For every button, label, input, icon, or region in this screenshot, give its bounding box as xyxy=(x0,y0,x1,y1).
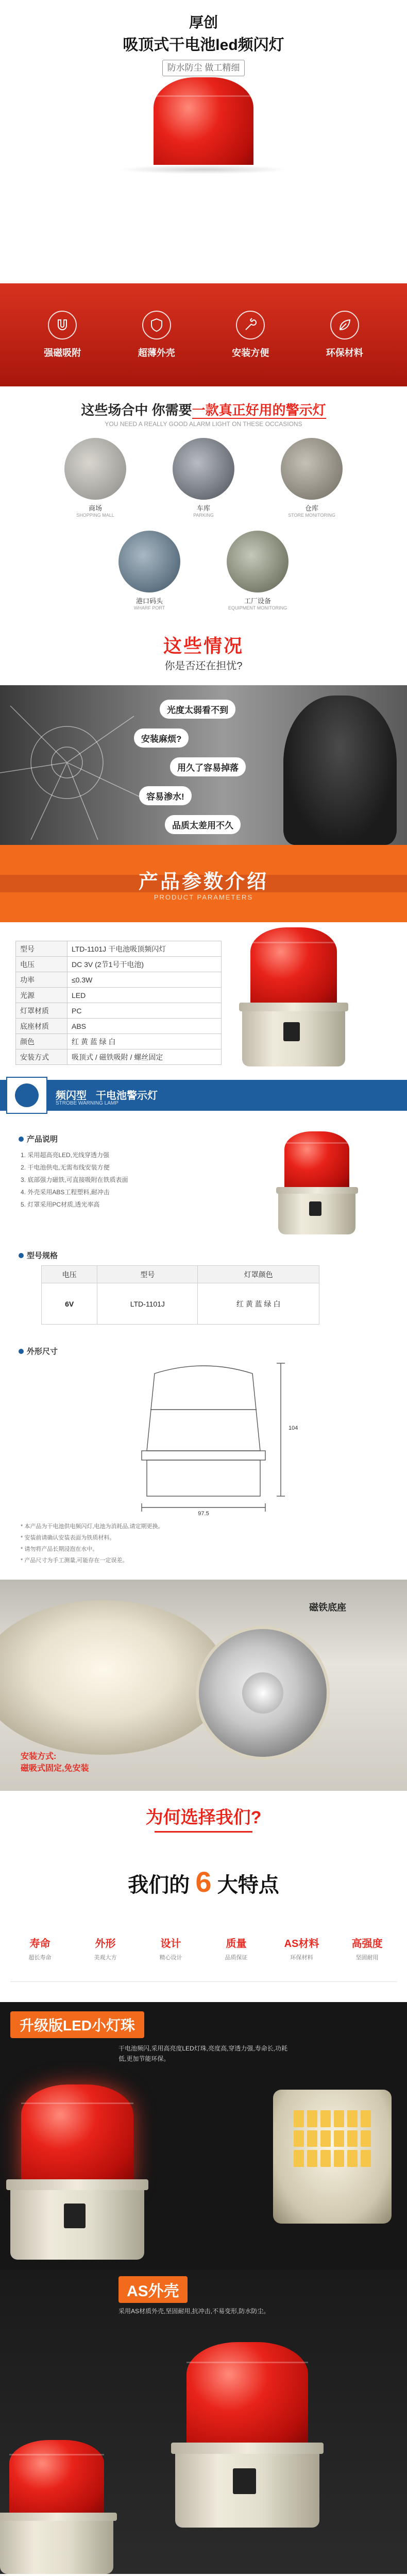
problem-bubble: 容易渗水! xyxy=(139,786,192,805)
params-table xyxy=(15,941,222,1065)
lamp-dome xyxy=(284,1131,349,1191)
problem-bubble: 品质太差用不久 xyxy=(165,815,241,834)
six-features-suffix: 大特点 xyxy=(217,1874,279,1896)
scene-label-text: 车库 xyxy=(196,504,210,512)
params-value-cell: ≤0.3W xyxy=(67,972,222,988)
problems-header xyxy=(0,629,407,685)
params-key-cell: 功率 xyxy=(16,972,67,988)
why-title: 为何选择我们? xyxy=(145,1808,262,1827)
tagline-text: 防水防尘 做工精细 xyxy=(167,63,240,73)
feature-card-sub: 坚固耐用 xyxy=(355,1955,379,1961)
scenes-heading xyxy=(0,400,407,419)
function-section xyxy=(0,1121,407,1245)
spec-header-cell: 灯罩颜色 xyxy=(198,1266,319,1283)
features-band xyxy=(0,283,407,386)
brand-name: 厚创 xyxy=(189,14,218,30)
scene-photo xyxy=(281,438,343,500)
params-key-cell: 安装方式 xyxy=(16,1049,67,1065)
scenes-subheading: YOU NEED A REALLY GOOD ALARM LIGHT ON THESE OCCASIONS xyxy=(105,420,302,428)
scene-label xyxy=(211,596,304,611)
params-banner-sub: PRODUCT PARAMETERS xyxy=(154,893,253,901)
lamp-switch xyxy=(64,2204,86,2228)
feature-card xyxy=(141,1935,200,1961)
scene-label xyxy=(265,503,358,518)
params-row xyxy=(16,972,222,988)
note-line: * 请勿将产品长期浸泡在水中。 xyxy=(21,1546,98,1552)
model-banner-brand-box xyxy=(6,1077,47,1114)
params-lamp-image xyxy=(242,927,345,1066)
dimensions-section xyxy=(0,1343,407,1518)
led-upgrade-desc: 干电池频闪,采用高亮度LED灯珠,亮度高,穿透力强,寿命长,功耗低,更加节能环保。 xyxy=(118,2045,288,2062)
person-silhouette xyxy=(283,696,397,845)
as-shell-section xyxy=(0,2270,407,2574)
spec-header-cell: 电压 xyxy=(42,1266,97,1283)
scene-label-text: 商场 xyxy=(88,504,102,512)
magnet-section xyxy=(0,1580,407,1791)
dimension-drawing xyxy=(0,1353,407,1518)
scene-label xyxy=(103,596,196,611)
led-board-grid xyxy=(294,2110,371,2167)
magnet-base-photo xyxy=(0,1600,227,1755)
magnet-base-label: 磁铁底座 xyxy=(309,1602,346,1613)
model-banner xyxy=(0,1077,407,1121)
feature-card-sub: 精心设计 xyxy=(159,1955,182,1961)
function-lamp-image xyxy=(278,1131,355,1234)
as-lamp-side xyxy=(0,2440,113,2574)
problem-bubble: 用久了容易掉落 xyxy=(170,757,246,776)
feature-card-sub: 品质保证 xyxy=(225,1955,248,1961)
params-key-cell: 型号 xyxy=(16,941,67,957)
function-title xyxy=(19,1133,58,1144)
params-row xyxy=(16,1049,222,1065)
lamp-switch xyxy=(233,2468,256,2494)
feature-item xyxy=(306,311,383,359)
scene-label-sub: EQUIPMENT MONITORING xyxy=(228,605,287,611)
function-line: 1. 采用超高亮LED,光线穿透力强 xyxy=(21,1151,110,1159)
scene-label-sub: WHARF PORT xyxy=(133,605,165,611)
led-title-bar xyxy=(10,2011,144,2038)
led-upgrade-title: 升级版LED小灯珠 xyxy=(20,2018,135,2033)
lamp-dome xyxy=(9,2440,105,2518)
model-banner-tag: 频闪型 xyxy=(56,1090,87,1101)
lamp-dome xyxy=(186,2342,308,2450)
feature-card-title: 寿命 xyxy=(29,1938,50,1950)
shield-icon xyxy=(142,311,171,340)
feature-card-title: 质量 xyxy=(226,1938,247,1950)
scene-card xyxy=(103,531,196,603)
magnet-install-label xyxy=(21,1750,89,1773)
lamp-base xyxy=(0,2515,113,2574)
params-value-cell: LED xyxy=(67,988,222,1003)
hero-lamp-image xyxy=(144,77,263,165)
feature-card-title: 高强度 xyxy=(351,1938,383,1950)
as-title-bar xyxy=(118,2276,188,2303)
params-value-cell: 红 黄 蓝 绿 白 xyxy=(67,1034,222,1049)
function-line: 5. 灯罩采用PC材质,透光率高 xyxy=(21,1201,100,1208)
scene-photo xyxy=(118,531,180,592)
params-value-cell: PC xyxy=(67,1003,222,1019)
dimensions-title-text: 外形尺寸 xyxy=(27,1347,58,1356)
spec-cell-colors: 红 黄 蓝 绿 白 xyxy=(198,1283,319,1325)
scene-label-sub: STORE MONITORING xyxy=(288,513,335,518)
lamp-dome xyxy=(250,927,337,1008)
feature-label: 安装方便 xyxy=(232,348,269,358)
problems-visual xyxy=(0,685,407,845)
scene-photo xyxy=(173,438,234,500)
led-lamp-lit xyxy=(10,2084,144,2260)
params-row xyxy=(16,1034,222,1049)
params-value-cell: ABS xyxy=(67,1019,222,1034)
scene-label xyxy=(49,503,142,518)
scene-card xyxy=(157,438,250,510)
params-row xyxy=(16,988,222,1003)
scenes-heading-lead: 这些场合中 你需要 xyxy=(81,402,192,418)
feature-card-sub: 超长寿命 xyxy=(28,1955,52,1961)
scene-photo xyxy=(227,531,289,592)
scenes-heading-highlight: 一款真正好用的警示灯 xyxy=(192,402,326,418)
params-key-cell: 电压 xyxy=(16,957,67,972)
feature-card xyxy=(337,1935,397,1961)
scene-label-text: 港口码头 xyxy=(135,597,163,605)
magnet-icon xyxy=(48,311,77,340)
feature-card xyxy=(76,1935,135,1961)
scene-label-text: 仓库 xyxy=(304,504,318,512)
problem-bubble: 光度太弱看不到 xyxy=(160,700,235,719)
as-lamp-front xyxy=(175,2342,319,2528)
spec-section xyxy=(0,1245,407,1343)
feature-card-title: 设计 xyxy=(160,1938,181,1950)
feature-item xyxy=(212,311,289,359)
spec-cell-model: LTD-1101J xyxy=(97,1283,198,1325)
scene-photo xyxy=(64,438,126,500)
six-features-number: 6 xyxy=(195,1866,212,1898)
note-line: * 安装前请确认安装表面为铁质材料。 xyxy=(21,1535,115,1541)
params-banner xyxy=(0,845,407,922)
lamp-shadow xyxy=(118,165,289,174)
feature-card xyxy=(272,1935,331,1961)
function-line: 4. 外壳采用ABS工程塑料,耐冲击 xyxy=(21,1189,110,1196)
six-features-row xyxy=(10,1935,397,1961)
params-row xyxy=(16,941,222,957)
six-features-section xyxy=(0,1858,407,2002)
scene-card xyxy=(211,531,304,603)
scene-label xyxy=(157,503,250,518)
params-row xyxy=(16,1019,222,1034)
section-bullet-icon xyxy=(19,1253,24,1258)
function-line: 2. 干电池供电,无需布线安装方便 xyxy=(21,1164,110,1171)
led-upgrade-section xyxy=(0,2002,407,2270)
detail-banner xyxy=(0,2574,407,2576)
product-title: 吸顶式干电池led频闪灯 xyxy=(123,37,284,54)
function-line: 3. 底部强力磁铁,可直接吸附在铁质表面 xyxy=(21,1176,128,1183)
scene-label-sub: SHOPPING MALL xyxy=(76,513,114,518)
params-value-cell: LTD-1101J 干电池吸顶频闪灯 xyxy=(67,941,222,957)
note-line: * 产品尺寸为手工测量,可能存在一定误差。 xyxy=(21,1557,128,1564)
brand-logo-icon xyxy=(15,1083,39,1107)
magnet-install-detail: 磁吸式固定,免安装 xyxy=(21,1764,89,1773)
hero-lower xyxy=(0,165,407,283)
scenes-section xyxy=(0,386,407,629)
model-banner-title: 干电池警示灯 xyxy=(96,1090,158,1101)
params-section xyxy=(0,922,407,1077)
feature-card xyxy=(10,1935,70,1961)
six-features-title xyxy=(0,1865,407,1899)
as-shell-desc: 采用AS材质外壳,坚固耐用,抗冲击,不易变形,防水防尘。 xyxy=(118,2308,270,2315)
six-features-divider xyxy=(10,1981,397,1982)
six-features-prefix: 我们的 xyxy=(128,1874,190,1896)
leaf-icon xyxy=(330,311,359,340)
wrench-icon xyxy=(236,311,265,340)
note-line: * 本产品为干电池供电频闪灯,电池为消耗品,请定期更换。 xyxy=(21,1523,164,1530)
spec-cell-voltage: 6V xyxy=(42,1283,97,1325)
spec-title-text: 型号规格 xyxy=(27,1251,58,1260)
lamp-dome xyxy=(21,2084,133,2186)
why-underline xyxy=(155,1831,252,1833)
problems-title: 这些情况 xyxy=(163,635,244,656)
feature-label: 强磁吸附 xyxy=(44,348,81,358)
params-key-cell: 光源 xyxy=(16,988,67,1003)
lamp-dome xyxy=(154,77,253,165)
function-list xyxy=(21,1149,216,1211)
dimension-height-label: 104 xyxy=(289,1425,298,1431)
params-value-cell: DC 3V (2节1号干电池) xyxy=(67,957,222,972)
problems-subtitle: 你是否还在担忧? xyxy=(164,660,243,672)
params-row xyxy=(16,1003,222,1019)
params-key-cell: 底座材质 xyxy=(16,1019,67,1034)
params-value-cell: 吸顶式 / 磁铁吸附 / 螺丝固定 xyxy=(67,1049,222,1065)
spec-header-cell: 型号 xyxy=(97,1266,198,1283)
dimension-width-label: 97.5 xyxy=(193,1511,214,1517)
function-title-text: 产品说明 xyxy=(27,1135,58,1144)
notes-list xyxy=(21,1521,340,1566)
feature-card xyxy=(207,1935,266,1961)
feature-card-sub: 环保材料 xyxy=(290,1955,313,1961)
tagline-badge xyxy=(162,60,245,76)
magnet-center xyxy=(242,1672,283,1714)
feature-card-title: AS材料 xyxy=(284,1938,319,1950)
feature-label: 环保材料 xyxy=(326,348,363,358)
hero-section xyxy=(0,0,407,165)
params-banner-title: 产品参数介绍 xyxy=(138,871,268,893)
notes-section xyxy=(0,1518,407,1580)
scene-label-sub: PARKING xyxy=(193,513,214,518)
magnet-install-title: 安装方式: xyxy=(21,1752,57,1761)
scene-card xyxy=(49,438,142,510)
section-bullet-icon xyxy=(19,1137,24,1142)
scene-label-text: 工厂设备 xyxy=(244,597,271,605)
spec-title xyxy=(19,1250,58,1261)
params-row xyxy=(16,957,222,972)
as-shell-title: AS外壳 xyxy=(127,2283,179,2300)
lamp-switch xyxy=(309,1201,321,1216)
feature-label: 超薄外壳 xyxy=(138,348,175,358)
feature-item xyxy=(24,311,101,359)
feature-card-sub: 美观大方 xyxy=(94,1955,117,1961)
params-key-cell: 颜色 xyxy=(16,1034,67,1049)
scene-card xyxy=(265,438,358,510)
lamp-switch xyxy=(283,1022,300,1042)
spec-table xyxy=(41,1265,319,1325)
model-banner-sub: STROBE WARNING LAMP xyxy=(56,1100,118,1106)
params-key-cell: 灯罩材质 xyxy=(16,1003,67,1019)
feature-item xyxy=(118,311,195,359)
why-section xyxy=(0,1791,407,1858)
problem-bubble: 安装麻烦? xyxy=(134,728,189,748)
feature-card-title: 外形 xyxy=(95,1938,116,1950)
